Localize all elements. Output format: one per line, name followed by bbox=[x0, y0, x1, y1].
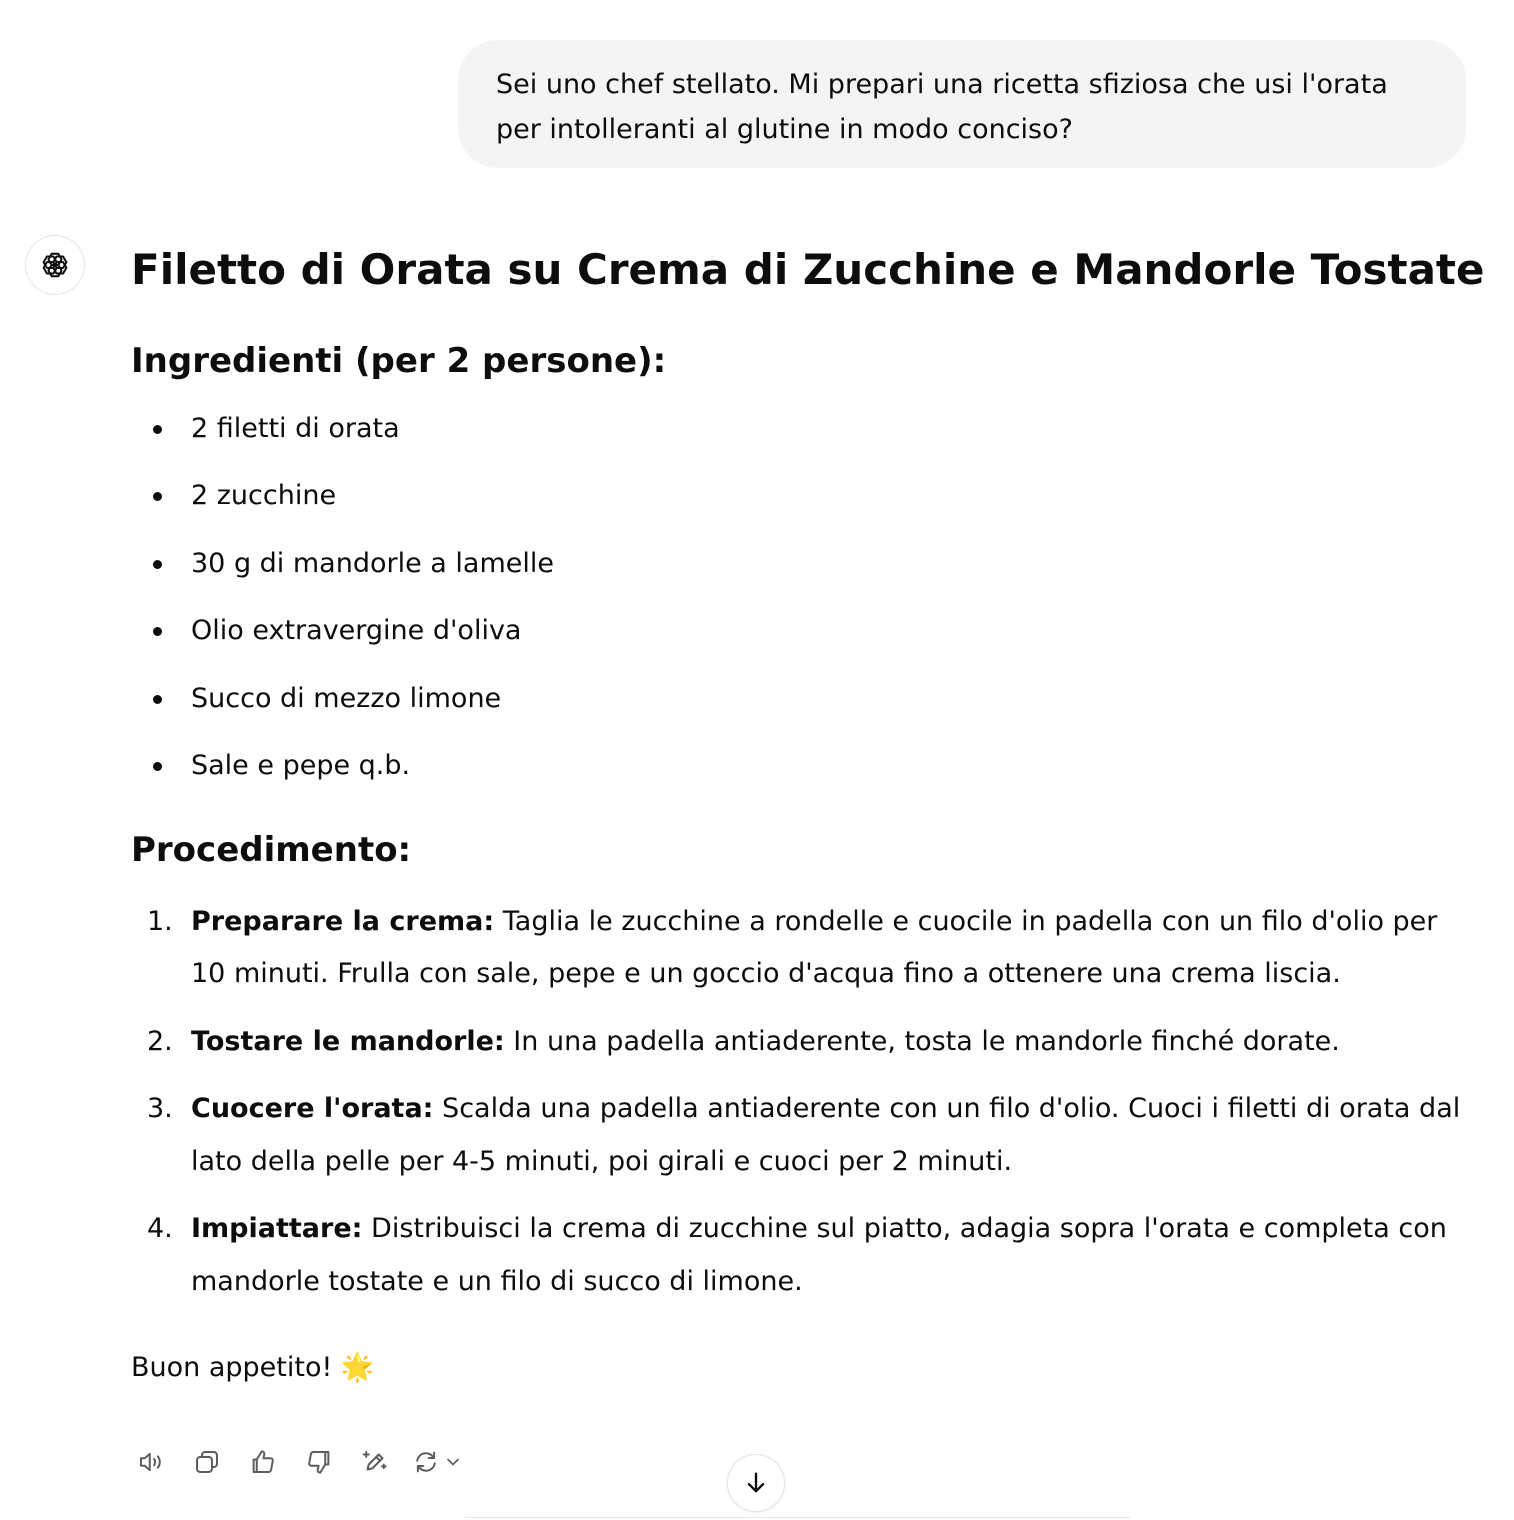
thumbs-up-button[interactable] bbox=[243, 1442, 283, 1482]
step-text: Taglia le zucchine a rondelle e cuocile in padella con un filo d'olio per 10 minuti. Frulla con sale, pepe e un goccio d'acqua fino a ottenere una crema liscia. bbox=[191, 905, 1438, 990]
ingredients-heading: Ingredienti (per 2 persone): bbox=[131, 341, 667, 381]
step-title: Preparare la crema: bbox=[191, 905, 495, 937]
step-title: Tostare le mandorle: bbox=[191, 1025, 505, 1057]
step-number: 1. bbox=[147, 905, 173, 937]
edit-sparkle-icon bbox=[360, 1447, 390, 1477]
regenerate-icon bbox=[411, 1447, 441, 1477]
closing-text: Buon appetito! 🌟 bbox=[131, 1352, 375, 1384]
step-item bbox=[131, 896, 1461, 1001]
step-item bbox=[131, 1083, 1461, 1188]
step-number: 2. bbox=[147, 1025, 173, 1057]
assistant-avatar bbox=[25, 235, 85, 295]
edit-sparkle-button[interactable] bbox=[355, 1442, 395, 1482]
chevron-down-icon bbox=[443, 1452, 463, 1472]
read-aloud-button[interactable] bbox=[131, 1442, 171, 1482]
ingredient-item: Olio extravergine d'oliva bbox=[131, 609, 1461, 653]
ingredient-item: 2 zucchine bbox=[131, 474, 1461, 518]
step-number: 4. bbox=[147, 1213, 173, 1245]
openai-logo-icon bbox=[37, 247, 73, 283]
step-item bbox=[131, 1203, 1461, 1308]
assistant-message bbox=[131, 238, 1485, 1417]
recipe-title: Filetto di Orata su Crema di Zucchine e Mandorle Tostate bbox=[131, 245, 1485, 294]
step-item bbox=[131, 1016, 1461, 1069]
ingredient-item: Succo di mezzo limone bbox=[131, 677, 1461, 721]
procedure-steps bbox=[131, 896, 1461, 1309]
ingredient-item: 2 filetti di orata bbox=[131, 407, 1461, 451]
message-actions bbox=[131, 1440, 463, 1484]
ingredients-list bbox=[131, 407, 1461, 788]
thumbs-up-icon bbox=[248, 1447, 278, 1477]
ingredient-item: Sale e pepe q.b. bbox=[131, 744, 1461, 788]
thumbs-down-button[interactable] bbox=[299, 1442, 339, 1482]
arrow-down-icon bbox=[742, 1469, 770, 1497]
regenerate-button[interactable] bbox=[411, 1442, 463, 1482]
copy-button[interactable] bbox=[187, 1442, 227, 1482]
step-number: 3. bbox=[147, 1093, 173, 1125]
step-title: Cuocere l'orata: bbox=[191, 1093, 434, 1125]
scroll-to-bottom-button[interactable] bbox=[727, 1454, 785, 1512]
step-text: In una padella antiaderente, tosta le mandorle finché dorate. bbox=[504, 1025, 1340, 1057]
procedure-heading: Procedimento: bbox=[131, 829, 412, 870]
step-text: Scalda una padella antiaderente con un filo d'olio. Cuoci i filetti di orata dal lato della pelle per 4-5 minuti, poi girali e cuoci per 2 minuti. bbox=[191, 1093, 1461, 1177]
read-aloud-icon bbox=[136, 1447, 166, 1477]
step-title: Impiattare: bbox=[191, 1213, 363, 1245]
ingredient-item: 30 g di mandorle a lamelle bbox=[131, 542, 1461, 586]
copy-icon bbox=[192, 1447, 222, 1477]
thumbs-down-icon bbox=[304, 1447, 334, 1477]
user-message-bubble bbox=[458, 40, 1466, 168]
step-text: Distribuisci la crema di zucchine sul piatto, adagia sopra l'orata e completa con mandorle tostate e un filo di succo di limone. bbox=[191, 1213, 1447, 1297]
user-message-text: Sei uno chef stellato. Mi prepari una ricetta sfiziosa che usi l'orata per intolleranti al glutine in modo conciso? bbox=[496, 69, 1388, 145]
